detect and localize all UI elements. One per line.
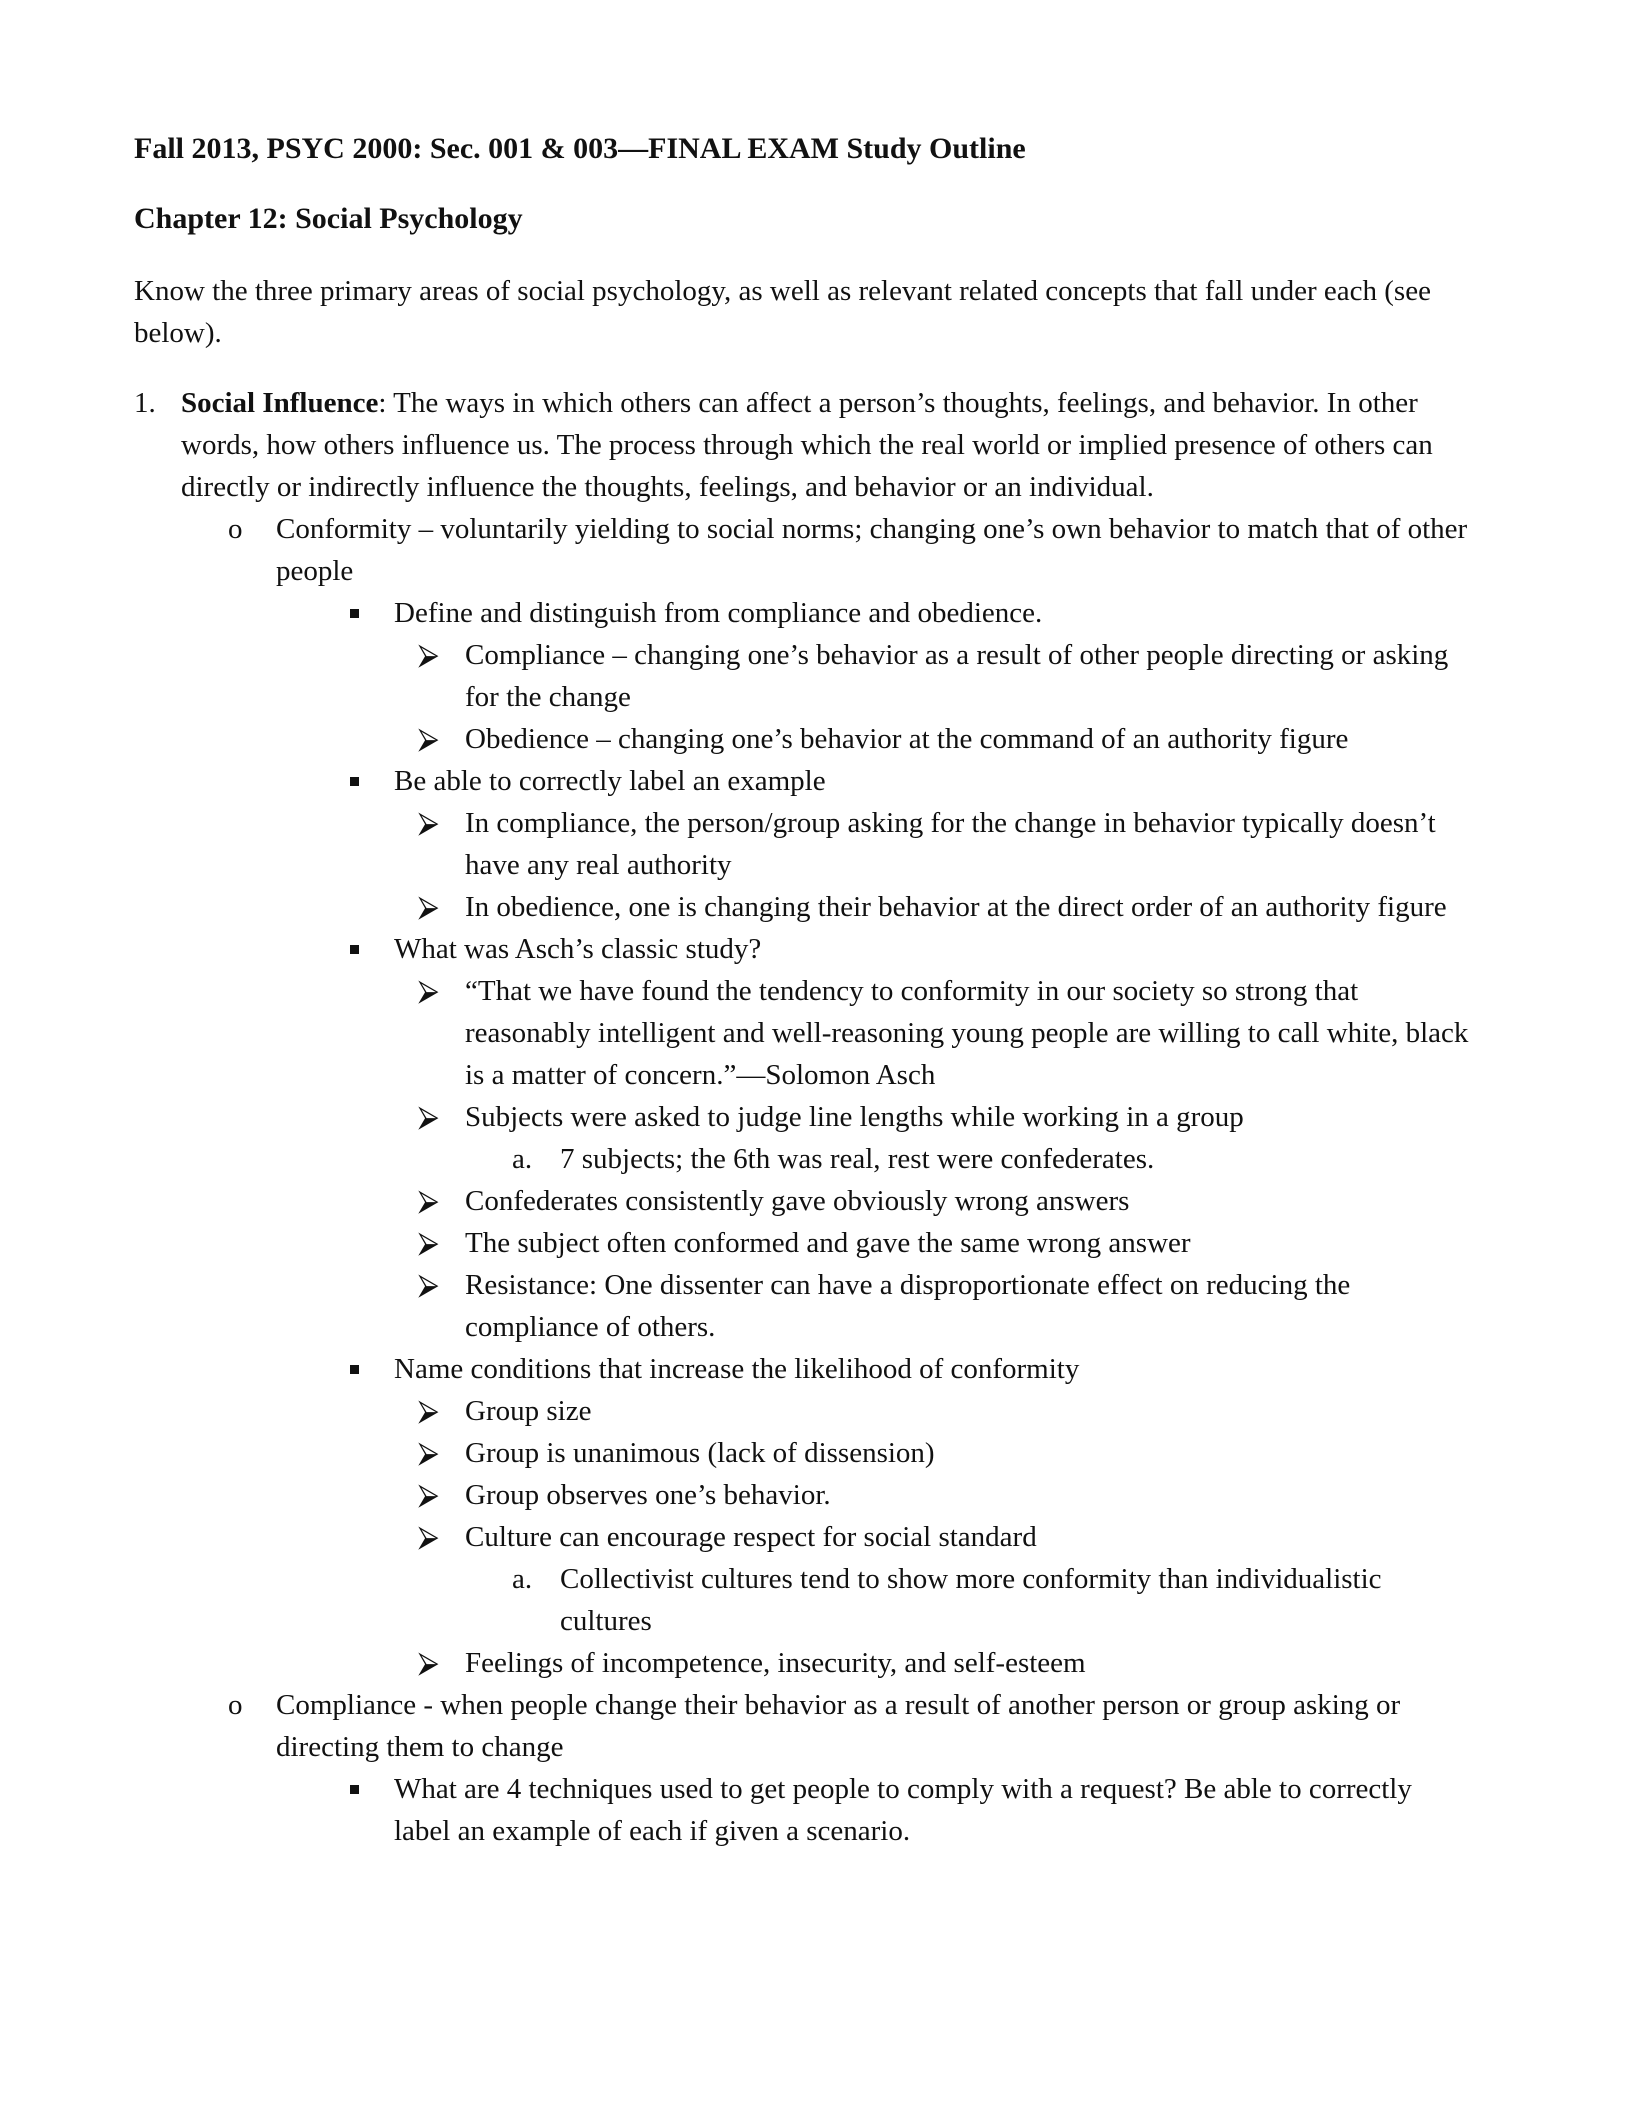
arrow-bullet-icon: ⮚ [418, 807, 439, 839]
number-marker: 1. [134, 387, 156, 419]
outline-item-text: Compliance – changing one’s behavior as a result of other people directing or asking for the change [465, 639, 1449, 713]
outline-item-text: Confederates consistently gave obviously wrong answers [465, 1185, 1130, 1217]
outline-item-text: “That we have found the tendency to conformity in our society so strong that reasonably intelligent and well-reasoning young people are willing to call white, black is a matter of concern.”—Solomon Asch [465, 975, 1469, 1091]
square-bullet-icon [350, 1348, 359, 1390]
outline-item [0, 634, 1475, 718]
outline-item [0, 718, 1475, 760]
arrow-bullet-icon: ⮚ [418, 975, 439, 1007]
outline-item [0, 1390, 1475, 1432]
outline-item [0, 1474, 1475, 1516]
arrow-bullet-icon: ⮚ [418, 1647, 439, 1679]
circle-bullet-icon: o [228, 513, 243, 545]
arrow-bullet-icon: ⮚ [418, 1479, 439, 1511]
intro-paragraph: Know the three primary areas of social psychology, as well as relevant related concepts that fall under each (see below). [134, 275, 1431, 349]
outline-item-text: Subjects were asked to judge line lengths while working in a group [465, 1101, 1244, 1133]
outline-item [0, 802, 1475, 886]
arrow-bullet-icon: ⮚ [418, 1185, 439, 1217]
square-bullet-icon [350, 592, 359, 634]
outline-item-text: Compliance - when people change their behavior as a result of another person or group asking or directing them to change [276, 1689, 1401, 1763]
outline-item [0, 1684, 1475, 1768]
outline-item [0, 1516, 1475, 1558]
outline-item [0, 1432, 1475, 1474]
outline-item [0, 382, 1475, 508]
outline-item-text: What was Asch’s classic study? [394, 933, 762, 965]
outline-item-text: Conformity – voluntarily yielding to social norms; changing one’s own behavior to match that of other people [276, 513, 1468, 587]
chapter-heading: Chapter 12: Social Psychology [134, 202, 523, 235]
outline-item [0, 1348, 1475, 1390]
outline-item [0, 1558, 1475, 1642]
outline-item-text: Obedience – changing one’s behavior at the command of an authority figure [465, 723, 1349, 755]
outline-item-text: Culture can encourage respect for social standard [465, 1521, 1037, 1553]
outline-item-text: Define and distinguish from compliance and obedience. [394, 597, 1043, 629]
arrow-bullet-icon: ⮚ [418, 1395, 439, 1427]
outline-item-text: Group is unanimous (lack of dissension) [465, 1437, 935, 1469]
document-title: Fall 2013, PSYC 2000: Sec. 001 & 003—FINAL EXAM Study Outline [134, 132, 1026, 165]
outline-item [0, 1180, 1475, 1222]
arrow-bullet-icon: ⮚ [418, 1521, 439, 1553]
arrow-bullet-icon: ⮚ [418, 891, 439, 923]
outline-item [0, 928, 1475, 970]
outline-item [0, 1222, 1475, 1264]
letter-marker: a. [512, 1143, 533, 1175]
arrow-bullet-icon: ⮚ [418, 1269, 439, 1301]
outline-item [0, 508, 1475, 592]
outline-item [0, 886, 1475, 928]
outline-item [0, 1138, 1475, 1180]
circle-bullet-icon: o [228, 1689, 243, 1721]
outline-item-text: Be able to correctly label an example [394, 765, 826, 797]
outline-item [0, 760, 1475, 802]
arrow-bullet-icon: ⮚ [418, 1227, 439, 1259]
arrow-bullet-icon: ⮚ [418, 639, 439, 671]
outline-item [0, 1768, 1475, 1852]
outline-item-text: 7 subjects; the 6th was real, rest were confederates. [560, 1143, 1155, 1175]
square-bullet-icon [350, 1768, 359, 1810]
outline-item-text: In obedience, one is changing their behavior at the direct order of an authority figure [465, 891, 1447, 923]
outline-item-text: Feelings of incompetence, insecurity, and self-esteem [465, 1647, 1086, 1679]
outline-item [0, 592, 1475, 634]
square-bullet-icon [350, 928, 359, 970]
outline-item-text: What are 4 techniques used to get people to comply with a request? Be able to correctly label an example of each if given a scenario. [394, 1773, 1412, 1847]
study-outline [0, 382, 1640, 1852]
outline-item-rest: : The ways in which others can affect a person’s thoughts, feelings, and behavior. In other words, how others influence us. The process through which the real world or implied presence of others can directly or indirectly influence the thoughts, feelings, and behavior or an individual. [181, 387, 1433, 503]
arrow-bullet-icon: ⮚ [418, 1437, 439, 1469]
outline-item-text: Group observes one’s behavior. [465, 1479, 831, 1511]
outline-item-text: Name conditions that increase the likelihood of conformity [394, 1353, 1080, 1385]
outline-item-lead: Social Influence [181, 387, 379, 419]
outline-item [0, 1642, 1475, 1684]
outline-item [0, 1264, 1475, 1348]
arrow-bullet-icon: ⮚ [418, 1101, 439, 1133]
letter-marker: a. [512, 1563, 533, 1595]
outline-item-text: In compliance, the person/group asking for the change in behavior typically doesn’t have any real authority [465, 807, 1436, 881]
outline-item [0, 1096, 1475, 1138]
arrow-bullet-icon: ⮚ [418, 723, 439, 755]
outline-item [0, 970, 1475, 1096]
outline-item-text [181, 382, 1475, 508]
outline-item-text: Collectivist cultures tend to show more conformity than individualistic cultures [560, 1563, 1382, 1637]
outline-item-text: Resistance: One dissenter can have a disproportionate effect on reducing the compliance of others. [465, 1269, 1351, 1343]
square-bullet-icon [350, 760, 359, 802]
outline-item-text: Group size [465, 1395, 592, 1427]
outline-item-text: The subject often conformed and gave the same wrong answer [465, 1227, 1191, 1259]
